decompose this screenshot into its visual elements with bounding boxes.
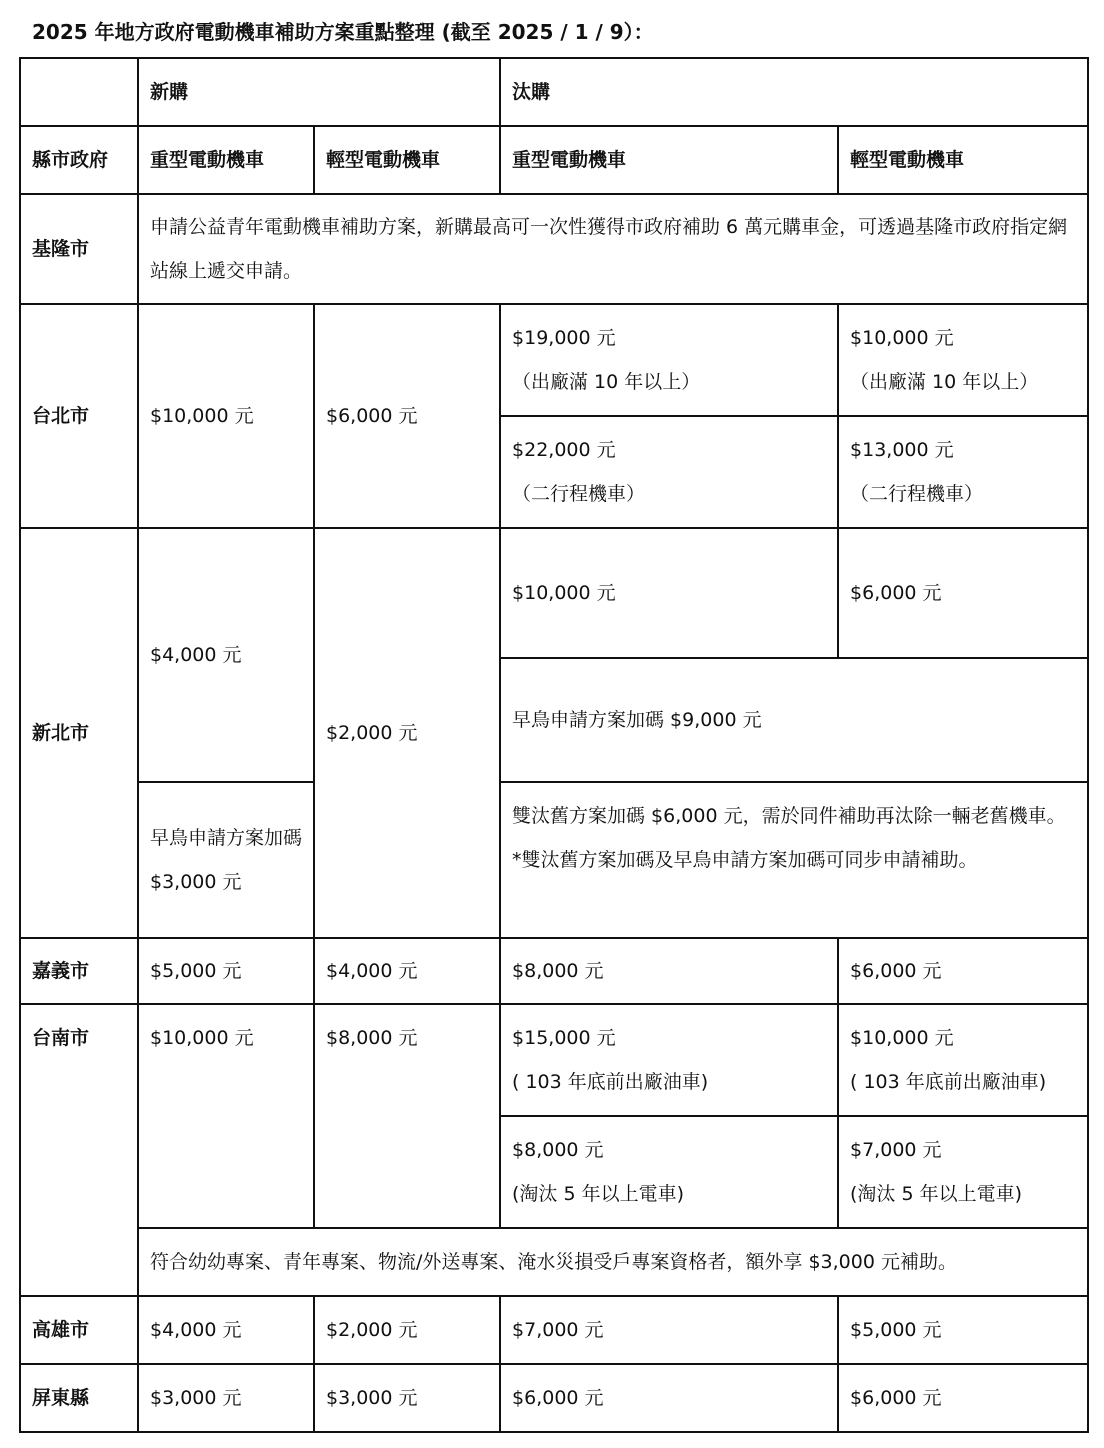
table-row-new-taipei (20, 528, 1088, 658)
corner-cell (20, 58, 138, 126)
city-name-new-taipei: 新北市 (20, 528, 138, 938)
taipei-new-light: $6,000 元 (314, 304, 500, 528)
tainan-scrap-heavy-electric: $8,000 元 (512, 1139, 604, 1161)
header-row-group (20, 58, 1088, 126)
chiayi-new-heavy: $5,000 元 (138, 938, 314, 1004)
tainan-scrap-heavy-oil-cell (500, 1004, 838, 1116)
table-row-new-taipei-double-scrap (20, 782, 1088, 938)
table-row-pingtung (20, 1364, 1088, 1432)
tainan-extra-note: 符合幼幼專案、青年專案、物流/外送專案、淹水災損受戶專案資格者，額外享 $3,000 元補助。 (138, 1228, 1088, 1296)
new-taipei-new-light: $2,000 元 (314, 528, 500, 938)
new-taipei-double-scrap-note: 雙汰舊方案加碼 $6,000 元，需於同件補助再汰除一輛老舊機車。 (512, 805, 1066, 827)
tainan-scrap-light-oil: $10,000 元 (850, 1027, 954, 1049)
header-scrap-light: 輕型電動機車 (838, 126, 1088, 194)
kaohsiung-scrap-heavy: $7,000 元 (500, 1296, 838, 1364)
city-name-kaohsiung: 高雄市 (20, 1296, 138, 1364)
new-taipei-new-heavy-bonus-cell (138, 782, 314, 938)
taipei-new-heavy: $10,000 元 (138, 304, 314, 528)
tainan-scrap-light-oil-note: ( 103 年底前出廠油車) (850, 1071, 1047, 1093)
kaohsiung-new-heavy: $4,000 元 (138, 1296, 314, 1364)
tainan-scrap-heavy-oil-note: ( 103 年底前出廠油車) (512, 1071, 709, 1093)
city-name-chiayi: 嘉義市 (20, 938, 138, 1004)
tainan-scrap-heavy-oil: $15,000 元 (512, 1027, 616, 1049)
header-city-government: 縣市政府 (20, 126, 138, 194)
tainan-scrap-light-electric-cell (838, 1116, 1088, 1228)
page-title: 2025 年地方政府電動機車補助方案重點整理 (截至 2025 / 1 / 9）： (32, 20, 654, 44)
taipei-scrap-light-two-stroke-cell (838, 416, 1088, 528)
header-scrap-heavy: 重型電動機車 (500, 126, 838, 194)
taipei-scrap-heavy-two-stroke-note: （二行程機車） (512, 483, 646, 505)
taipei-scrap-light-two-stroke-note: （二行程機車） (850, 483, 984, 505)
city-name-tainan: 台南市 (20, 1004, 138, 1296)
pingtung-scrap-light: $6,000 元 (838, 1364, 1088, 1432)
header-new-heavy: 重型電動機車 (138, 126, 314, 194)
tainan-scrap-heavy-electric-note: (淘汰 5 年以上電車) (512, 1183, 685, 1205)
new-taipei-combine-note: *雙汰舊方案加碼及早鳥申請方案加碼可同步申請補助。 (512, 849, 978, 871)
subsidy-table (19, 57, 1089, 1433)
pingtung-scrap-heavy: $6,000 元 (500, 1364, 838, 1432)
header-row-types (20, 126, 1088, 194)
tainan-scrap-light-oil-cell (838, 1004, 1088, 1116)
city-name-taipei: 台北市 (20, 304, 138, 528)
header-scrap-purchase: 汰購 (500, 58, 1088, 126)
new-taipei-scrap-heavy: $10,000 元 (500, 528, 838, 658)
taipei-scrap-heavy-two-stroke-cell (500, 416, 838, 528)
kaohsiung-scrap-light: $5,000 元 (838, 1296, 1088, 1364)
tainan-scrap-light-electric: $7,000 元 (850, 1139, 942, 1161)
tainan-new-heavy: $10,000 元 (138, 1004, 314, 1228)
new-taipei-double-scrap-cell (500, 782, 1088, 938)
table-row-kaohsiung (20, 1296, 1088, 1364)
new-taipei-new-heavy-bonus: 早鳥申請方案加碼 $3,000 元 (150, 827, 303, 893)
table-row-keelung (20, 194, 1088, 304)
pingtung-new-heavy: $3,000 元 (138, 1364, 314, 1432)
kaohsiung-new-light: $2,000 元 (314, 1296, 500, 1364)
taipei-scrap-heavy-aged-note: （出廠滿 10 年以上） (512, 371, 701, 393)
header-new-purchase: 新購 (138, 58, 500, 126)
taipei-scrap-heavy-two-stroke: $22,000 元 (512, 439, 616, 461)
header-new-light: 輕型電動機車 (314, 126, 500, 194)
chiayi-new-light: $4,000 元 (314, 938, 500, 1004)
tainan-scrap-heavy-electric-cell (500, 1116, 838, 1228)
taipei-scrap-light-aged: $10,000 元 (850, 327, 954, 349)
new-taipei-scrap-light: $6,000 元 (838, 528, 1088, 658)
keelung-note-cell (138, 194, 1088, 304)
keelung-note: 申請公益青年電動機車補助方案，新購最高可一次性獲得市政府補助 6 萬元購車金，可透過基隆市政府指定網站線上遞交申請。 (150, 216, 1068, 282)
table-row-tainan (20, 1004, 1088, 1116)
tainan-scrap-light-electric-note: (淘汰 5 年以上電車) (850, 1183, 1023, 1205)
taipei-scrap-light-aged-cell (838, 304, 1088, 416)
chiayi-scrap-light: $6,000 元 (838, 938, 1088, 1004)
taipei-scrap-light-two-stroke: $13,000 元 (850, 439, 954, 461)
table-row-chiayi (20, 938, 1088, 1004)
new-taipei-new-heavy: $4,000 元 (138, 528, 314, 782)
new-taipei-early-bird-bonus: 早鳥申請方案加碼 $9,000 元 (500, 658, 1088, 782)
tainan-new-light: $8,000 元 (314, 1004, 500, 1228)
taipei-scrap-light-aged-note: （出廠滿 10 年以上） (850, 371, 1039, 393)
taipei-scrap-heavy-aged-cell (500, 304, 838, 416)
table-row-tainan-extra (20, 1228, 1088, 1296)
pingtung-new-light: $3,000 元 (314, 1364, 500, 1432)
chiayi-scrap-heavy: $8,000 元 (500, 938, 838, 1004)
table-row-taipei (20, 304, 1088, 416)
taipei-scrap-heavy-aged: $19,000 元 (512, 327, 616, 349)
city-name-keelung: 基隆市 (20, 194, 138, 304)
city-name-pingtung: 屏東縣 (20, 1364, 138, 1432)
